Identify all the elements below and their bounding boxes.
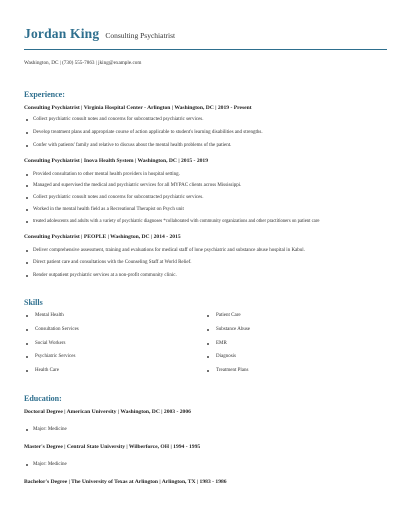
skills-heading: Skills — [24, 298, 43, 308]
skill-item: Consultation Services — [24, 327, 205, 333]
job-header: Consulting Psychiatrist | PEOPLE | Washington, DC | 2014 - 2015 — [24, 233, 181, 240]
list-item: Collect psychiatric consult notes and concerns for subcontracted psychiatric services. — [24, 195, 386, 201]
list-item: Deliver comprehensive assessment, training and evaluations for medical staff of lone psychiatric and substance abuse hospital in Kabul. — [24, 248, 386, 254]
resume-header — [24, 0, 386, 66]
name-row — [24, 26, 386, 42]
candidate-name: Jordan King — [24, 26, 100, 41]
education-entry-header: Master's Degree | Central State University | Wilberforce, OH | 1994 - 1995 — [24, 443, 201, 450]
list-item: Confer with patients' family and relative to discuss about the mental health problems of the patient. — [24, 143, 386, 149]
list-item: Major: Medicine — [24, 427, 386, 433]
skill-item: Psychiatric Services — [24, 354, 205, 360]
skills-grid — [24, 313, 386, 374]
job-header: Consulting Psychiatrist | Virginia Hospital Center - Arlington | Washington, DC | 2019 - Present — [24, 105, 252, 112]
skills-column-right — [205, 313, 386, 374]
list-item: Managed and supervised the medical and psychiatric services for all MYPAC clients across Mississippi. — [24, 183, 386, 189]
skill-item: Treatment Plans — [205, 368, 386, 374]
list-item: Collect psychiatric consult notes and concerns for subcontracted psychiatric services. — [24, 117, 386, 123]
list-item: treated adolescents and adults with a variety of psychiatric diagnoses *collaborated with community organizations and other practitioners on patient care — [24, 219, 386, 225]
list-item: Major: Medicine — [24, 462, 386, 468]
education-heading: Education: — [24, 394, 62, 404]
job-bullets — [24, 248, 386, 279]
job-header: Consulting Psychiatrist | Inova Health System | Washington, DC | 2015 - 2019 — [24, 157, 209, 164]
job-bullets — [24, 172, 386, 225]
list-item: Develop treatment plans and appropriate course of action applicable to student's learning disabilities and strengths. — [24, 130, 386, 136]
skill-item: Diagnosis — [205, 354, 386, 360]
skill-item: Patient Care — [205, 313, 386, 319]
skill-item: Mental Health — [24, 313, 205, 319]
contact-line: Washington, DC | (730) 555-7863 | jking@example.com — [24, 60, 142, 67]
skills-column-left — [24, 313, 205, 374]
education-details — [24, 462, 386, 468]
education-details — [24, 427, 386, 433]
list-item: Provided consultation to other mental health providers in hospital setting. — [24, 172, 386, 178]
list-item: Render outpatient psychiatric services at a non-profit community clinic. — [24, 273, 386, 279]
education-entry-header: Bachelor's Degree | The University of Texas at Arlington | Arlington, TX | 1983 - 1986 — [24, 478, 227, 485]
skill-item: Substance Abuse — [205, 327, 386, 333]
list-item: Worked in the mental health field as a Recreational Therapist on Psych unit — [24, 207, 386, 213]
skill-item: EMR — [205, 341, 386, 347]
candidate-title: Consulting Psychiatrist — [105, 31, 176, 40]
job-bullets — [24, 117, 386, 148]
skill-item: Health Care — [24, 368, 205, 374]
skill-item: Social Workers — [24, 341, 205, 347]
list-item: Direct patient care and consultations with the Counseling Staff at World Relief. — [24, 260, 386, 266]
education-entry-header: Doctoral Degree | American University | Washington, DC | 2003 - 2006 — [24, 409, 191, 416]
experience-heading: Experience: — [24, 90, 65, 100]
header-divider — [24, 49, 387, 50]
